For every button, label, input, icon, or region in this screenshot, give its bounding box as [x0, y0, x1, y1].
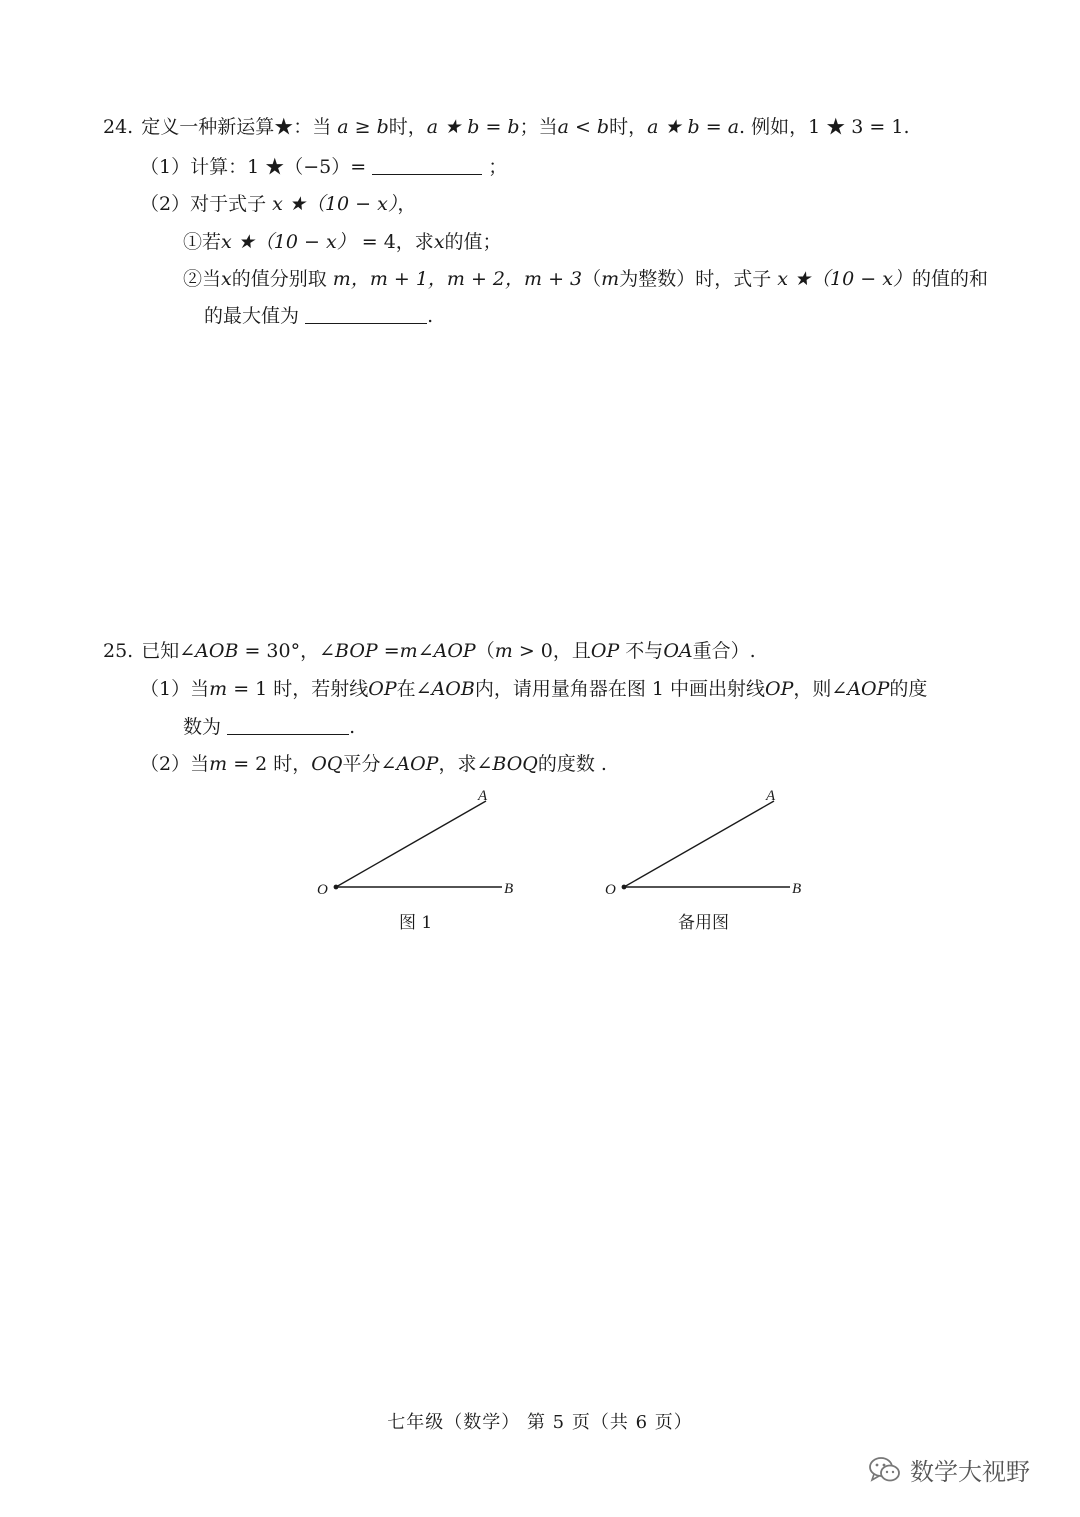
label-a: A [478, 788, 488, 804]
figure-backup-angle [588, 780, 818, 900]
answer-blank[interactable] [227, 714, 349, 735]
q25-part1-cont: 数为 . [183, 716, 356, 738]
q24-sub2: ②当x的值分别取 m，m + 1，m + 2，m + 3（m为整数）时，式子 x ★（10 − x）的值的和 [183, 268, 988, 290]
figure-1-caption: 图 1 [399, 913, 433, 933]
q24-sub2-cont: 的最大值为 . [204, 305, 434, 327]
q25-part1: （1）当m = 1 时，若射线OP在∠AOB内，请用量角器在图 1 中画出射线OP，则∠AOP的度 [140, 678, 928, 700]
watermark [868, 1452, 1030, 1487]
q25-part2: （2）当m = 2 时，OQ平分∠AOP，求∠BOQ的度数 . [140, 753, 607, 775]
ray-oa [336, 801, 486, 887]
label-b: B [792, 881, 802, 897]
label-o: O [605, 882, 616, 898]
q25-stem: 25. 已知∠AOB = 30°，∠BOP =m∠AOP（m > 0，且OP 不与OA重合）. [103, 640, 756, 662]
ray-oa [624, 801, 774, 887]
vertex-o [622, 885, 627, 890]
q24-sub1: ①若x ★（10 − x） = 4，求x的值； [183, 231, 502, 253]
wechat-icon [868, 1455, 902, 1485]
answer-blank[interactable] [372, 154, 482, 175]
q24-stem: 24. 定义一种新运算★：当 a ≥ b时，a ★ b = b；当a < b时，a ★ b = a. 例如，1 ★ 3 = 1. [103, 116, 910, 138]
watermark-text: 数学大视野 [910, 1458, 1030, 1486]
q24-part1: （1）计算：1 ★（−5）= ； [140, 156, 508, 178]
label-a: A [766, 788, 776, 804]
vertex-o [334, 885, 339, 890]
label-b: B [504, 881, 514, 897]
label-o: O [317, 882, 328, 898]
q24-part2: （2）对于式子 x ★（10 − x）， [140, 193, 417, 215]
figure-1-angle [300, 780, 530, 900]
figure-backup-caption: 备用图 [678, 913, 729, 933]
answer-blank[interactable] [305, 303, 427, 324]
page-footer: 七年级（数学） 第 5 页（共 6 页） [387, 1412, 693, 1433]
